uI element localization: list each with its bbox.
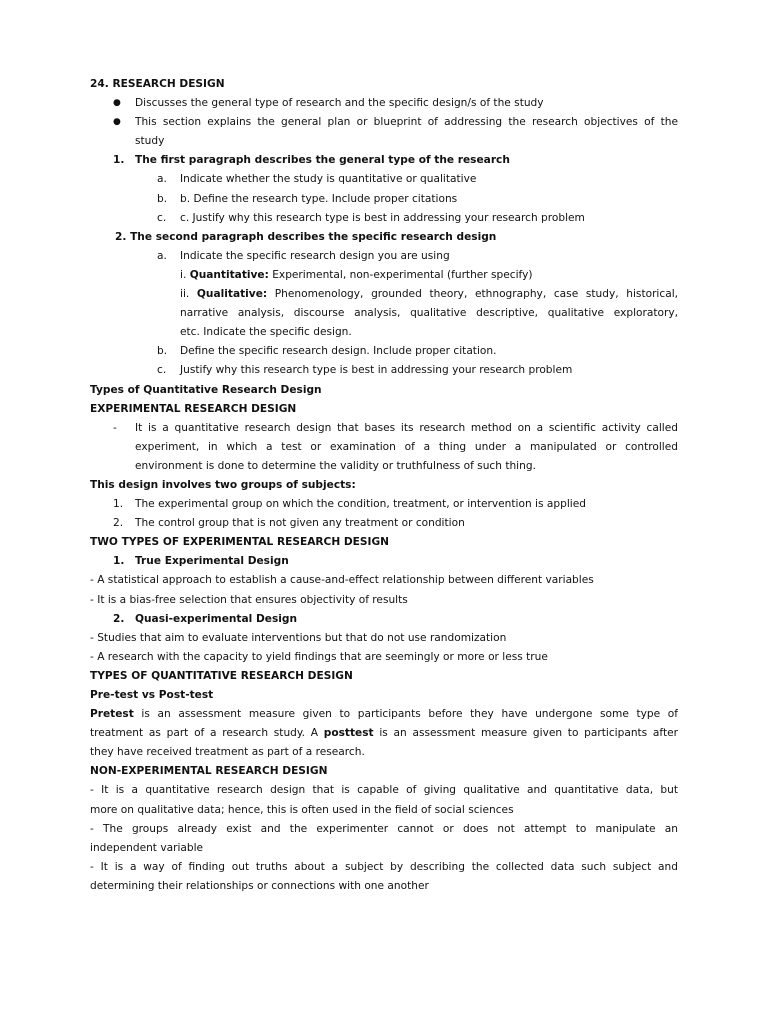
list-item: b. b. Define the research type. Include proper citations (157, 192, 458, 205)
bullet-item: ● This section explains the general plan or blueprint of addressing the research objectives of the (90, 113, 678, 132)
list-item: a. Indicate whether the study is quantitative or qualitative (157, 173, 477, 186)
body-line: determining their relationships or connections with one another (90, 879, 429, 892)
body-line: - Studies that aim to evaluate interventions but that do not use randomization (90, 631, 507, 644)
experimental-definition-cont: environment is done to determine the validity or truthfulness of such thing. (135, 459, 536, 472)
two-types-heading: TWO TYPES OF EXPERIMENTAL RESEARCH DESIGN (90, 536, 390, 549)
body-line: - It is a bias-free selection that ensures objectivity of results (90, 593, 408, 606)
types-quant-upper-heading: TYPES OF QUANTITATIVE RESEARCH DESIGN (90, 669, 353, 682)
types-quant-heading: Types of Quantitative Research Design (90, 383, 322, 396)
sub-item-quantitative: i. Quantitative: Experimental, non-experimental (further specify) (180, 268, 533, 281)
experimental-heading: EXPERIMENTAL RESEARCH DESIGN (90, 402, 297, 415)
pretest-paragraph-cont: they have received treatment as part of a research. (90, 746, 365, 759)
bullet-continuation: study (135, 135, 165, 148)
non-experimental-heading: NON-EXPERIMENTAL RESEARCH DESIGN (90, 765, 328, 778)
paragraph1-heading: 1. The first paragraph describes the general type of the research (113, 154, 510, 167)
list-item: a. Indicate the specific research design you are using (157, 249, 450, 262)
sub-item-continuation: etc. Indicate the specific design. (180, 326, 352, 339)
body-line: - It is a quantitative research design that is capable of giving qualitative and quantitative data, but (90, 784, 678, 797)
experimental-definition-cont: experiment, in which a test or examination of a thing under a manipulated or controlled (135, 440, 678, 453)
pretest-posttest-heading: Pre-test vs Post-test (90, 689, 214, 701)
body-line: - The groups already exist and the experimenter cannot or does not attempt to manipulate an (90, 822, 678, 835)
section-title: 24. RESEARCH DESIGN (90, 78, 225, 90)
document-page (90, 75, 678, 896)
list-item: c. c. Justify why this research type is best in addressing your research problem (157, 211, 585, 224)
sub-item-qualitative: ii. Qualitative: Phenomenology, grounded theory, ethnography, case study, historical, (180, 288, 678, 301)
bullet-icon: ● (113, 98, 121, 109)
pretest-paragraph: Pretest is an assessment measure given to participants before they have undergone some type of (90, 708, 678, 721)
body-line: - A research with the capacity to yield findings that are seemingly or more or less true (90, 650, 548, 663)
experimental-definition: - It is a quantitative research design that bases its research method on a scientific activity called (113, 421, 678, 434)
body-line: - It is a way of finding out truths about a subject by describing the collected data such subject and (90, 860, 678, 873)
sub-item-continuation: narrative analysis, discourse analysis, qualitative descriptive, qualitative exploratory, (180, 307, 678, 320)
list-item: 1. The experimental group on which the condition, treatment, or intervention is applied (113, 498, 586, 511)
body-line: more on qualitative data; hence, this is often used in the field of social sciences (90, 803, 514, 816)
pretest-paragraph-cont: treatment as part of a research study. A posttest is an assessment measure given to participants after (90, 727, 678, 740)
quasi-experimental-heading: 2. Quasi-experimental Design (113, 612, 298, 625)
paragraph2-heading: 2. The second paragraph describes the specific research design (115, 230, 497, 243)
two-groups-heading: This design involves two groups of subjects: (90, 478, 356, 491)
bullet-icon: ● (113, 117, 121, 128)
body-line: independent variable (90, 841, 204, 854)
list-item: 2. The control group that is not given any treatment or condition (113, 517, 465, 530)
body-line: - A statistical approach to establish a cause-and-effect relationship between different variables (90, 574, 594, 587)
bullet-item: ● Discusses the general type of research and the specific design/s of the study (90, 94, 678, 113)
list-item: b. Define the specific research design. Include proper citation. (157, 345, 497, 358)
true-experimental-heading: 1. True Experimental Design (113, 555, 289, 568)
list-item: c. Justify why this research type is best in addressing your research problem (157, 364, 573, 377)
